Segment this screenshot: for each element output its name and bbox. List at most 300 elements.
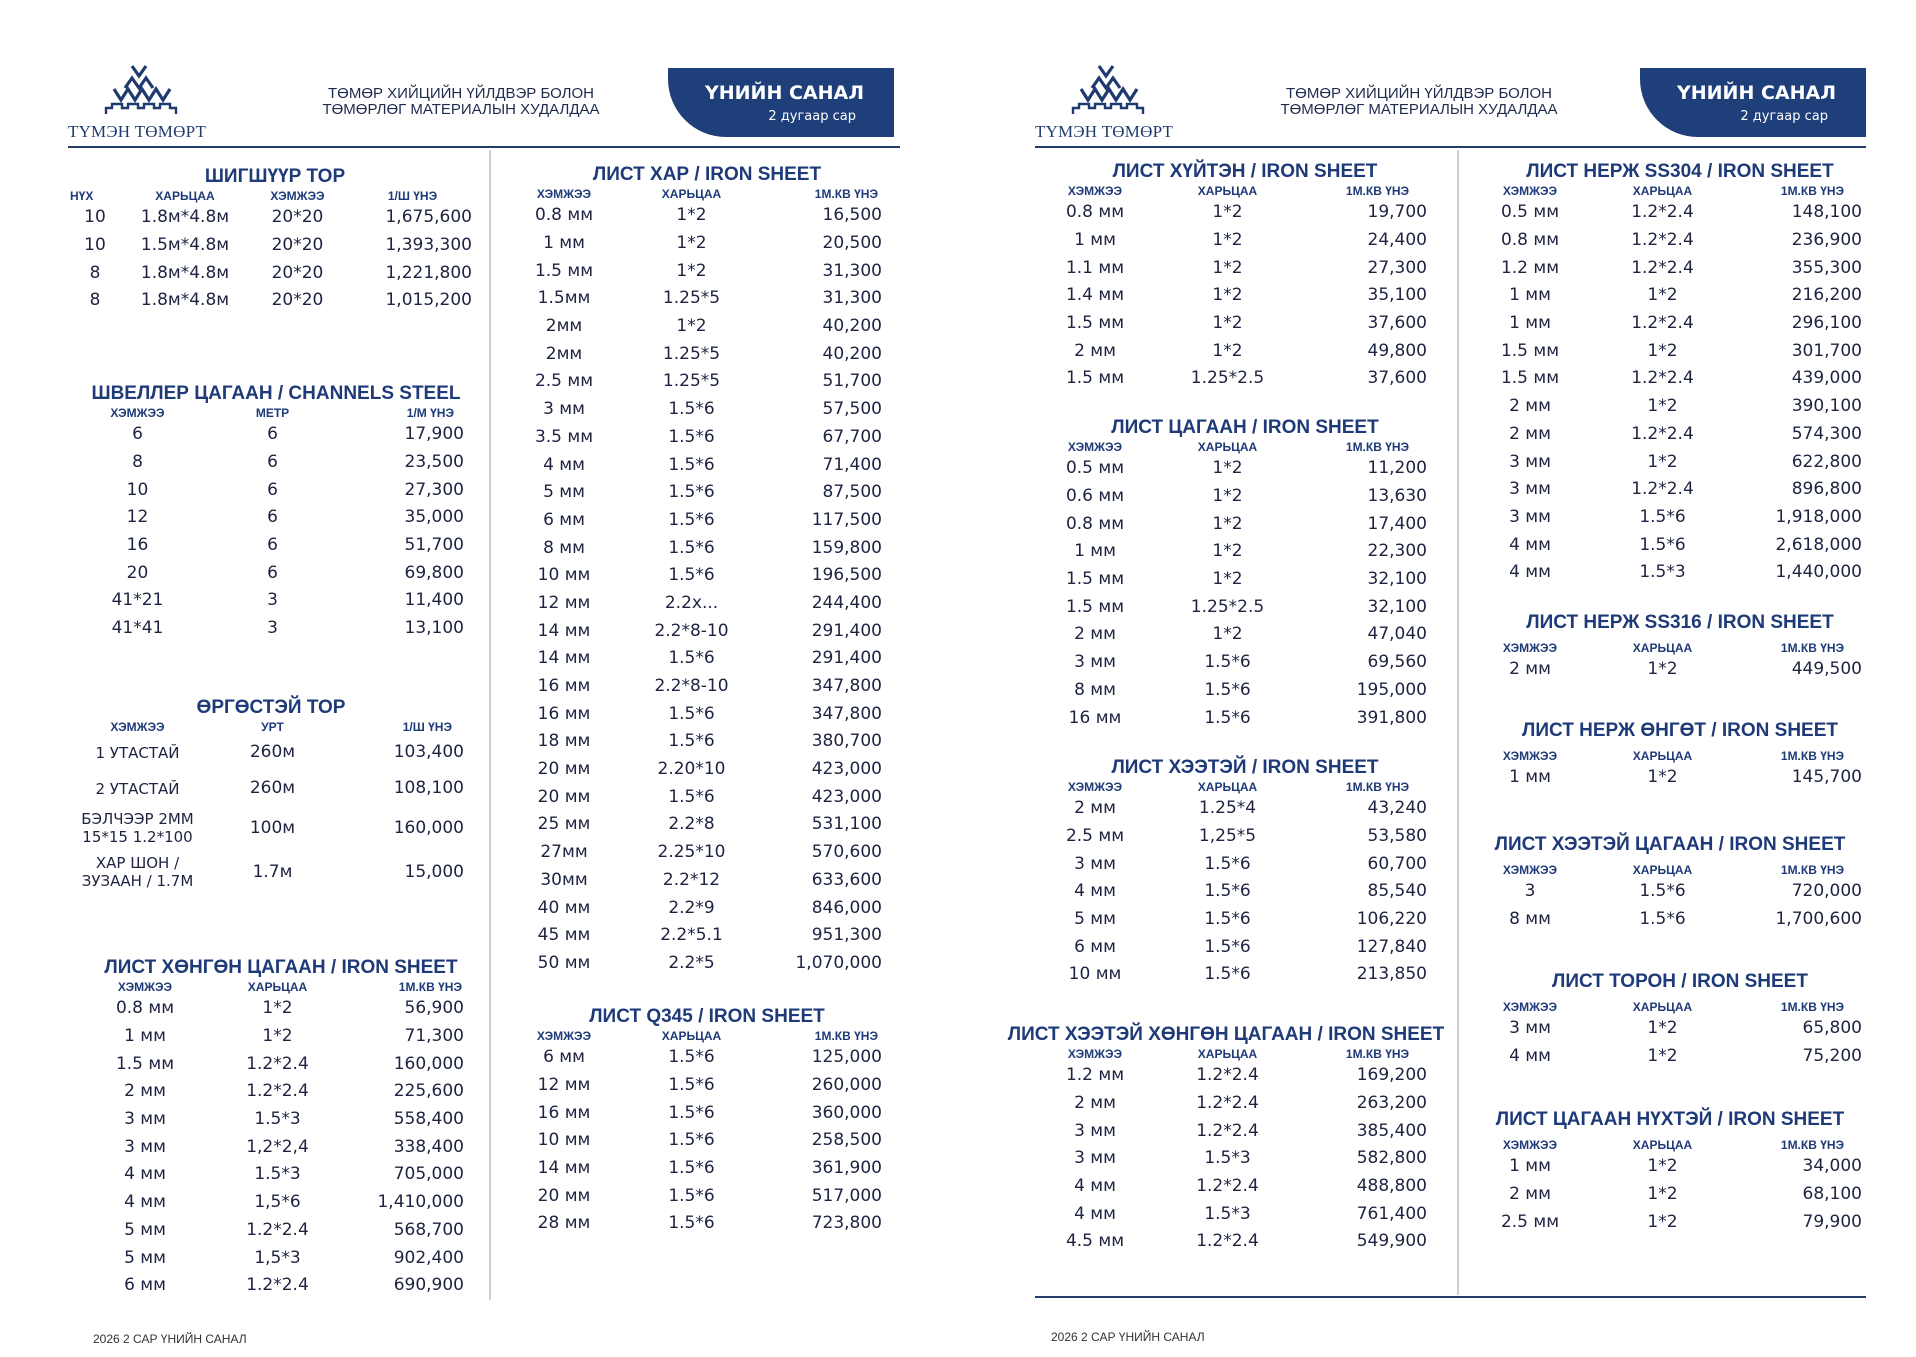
dimension-cell: 1*2: [1212, 340, 1243, 361]
price-cell: 27,300: [1367, 257, 1427, 278]
dimension-cell: 1.5*6: [1639, 534, 1686, 555]
table-row: [90, 1244, 472, 1272]
table-row: [1055, 227, 1435, 255]
dimension-cell: 1.25*2.5: [1190, 596, 1265, 617]
size-cell: 1.4 мм: [1065, 285, 1125, 306]
table-row: [524, 1127, 890, 1155]
price-cell: 27,300: [404, 479, 464, 500]
col-header: ХАРЬЦАА: [1197, 440, 1258, 454]
section-list-q345: [524, 1006, 890, 1238]
price-cell: 15,000: [404, 861, 464, 882]
col-header: ХАРЬЦАА: [155, 189, 215, 203]
table-row: [80, 615, 472, 643]
price-table: [1055, 1046, 1435, 1256]
table-row: [524, 1182, 890, 1210]
price-table: [1490, 999, 1870, 1070]
size-cell: 1 мм: [1509, 767, 1551, 788]
section-list-khar: [524, 164, 890, 977]
price-cell: 35,000: [404, 507, 464, 528]
size-cell: 1 мм: [543, 233, 585, 254]
section-title: ЛИСТ ХҮЙТЭН / IRON SHEET: [1112, 161, 1378, 182]
size-cell: 0.5 мм: [1065, 458, 1125, 479]
price-cell: 32,100: [1367, 596, 1427, 617]
price-cell: 1,015,200: [385, 290, 472, 311]
size-cell: 6 мм: [1074, 936, 1116, 957]
price-cell: 195,000: [1356, 679, 1427, 700]
table-row: [1490, 1015, 1870, 1043]
table-row: [1490, 1043, 1870, 1071]
price-cell: 127,840: [1356, 936, 1427, 957]
size-cell: 1 мм: [1509, 1156, 1551, 1177]
table-row: [524, 534, 890, 562]
price-cell: 34,000: [1802, 1156, 1862, 1177]
logo-mark-icon: [1065, 64, 1151, 118]
price-cell: 361,900: [811, 1158, 882, 1179]
size-cell: 20: [126, 562, 149, 583]
table-row: [524, 756, 890, 784]
price-table: [1055, 183, 1435, 393]
col-header: ХАРЬЦАА: [1197, 1047, 1258, 1061]
dimension-cell: 2.2x...: [664, 592, 719, 613]
dimension-cell: 1.5*6: [668, 1075, 715, 1096]
badge-title: ҮНИЙН САНАЛ: [704, 82, 864, 104]
dimension-cell: 1*2: [1647, 340, 1678, 361]
price-cell: 582,800: [1356, 1148, 1427, 1169]
dimension-cell: 1,5*6: [254, 1192, 301, 1213]
price-cell: 69,560: [1367, 652, 1427, 673]
size-cell: 3 мм: [1509, 506, 1551, 527]
size-cell: 5 мм: [124, 1219, 166, 1240]
dimension-cell: 1*2: [1212, 313, 1243, 334]
size-cell: 1.1 мм: [1065, 257, 1125, 278]
size-cell: 6 мм: [543, 1047, 585, 1068]
size-cell: 2 УТАСТАЙ: [95, 779, 180, 798]
section-title: ЛИСТ НЕРЖ SS304 / IRON SHEET: [1526, 161, 1834, 182]
size-cell: ХАР ШОН / ЗУЗААН / 1.7М: [81, 854, 194, 891]
dimension-cell: 1.8м*4.8м: [140, 290, 230, 311]
table-row: [524, 1072, 890, 1100]
price-cell: 65,800: [1802, 1018, 1862, 1039]
dimension-cell: 1.25*5: [662, 343, 721, 364]
price-cell: 2,618,000: [1775, 534, 1862, 555]
col-header: МЕТР: [255, 406, 290, 420]
table-row: [1055, 199, 1435, 227]
col-header: ХЭМЖЭЭ: [1067, 184, 1123, 198]
dimension-cell: 6: [267, 562, 278, 583]
price-cell: 338,400: [393, 1136, 464, 1157]
col-header: 1М.КВ ҮНЭ: [814, 187, 878, 201]
column-divider: [489, 150, 491, 1300]
price-cell: 51,700: [404, 535, 464, 556]
col-header: ХЭМЖЭЭ: [1067, 780, 1123, 794]
col-header: НҮХ: [70, 189, 94, 203]
table-row: [524, 700, 890, 728]
col-header: ХЭМЖЭЭ: [1502, 1138, 1558, 1152]
size-cell: 2 мм: [1074, 624, 1116, 645]
size-cell: 4 мм: [543, 454, 585, 475]
table-row: [1055, 649, 1435, 677]
table-row: [1490, 764, 1870, 792]
table-row: [524, 507, 890, 535]
price-cell: 488,800: [1356, 1176, 1427, 1197]
size-cell: 10 мм: [537, 1130, 591, 1151]
size-cell: 2 мм: [1509, 396, 1551, 417]
price-table: [524, 186, 890, 977]
price-cell: 260,000: [811, 1075, 882, 1096]
table-row: [90, 1161, 472, 1189]
size-cell: 14 мм: [537, 620, 591, 641]
dimension-cell: 1.5*6: [668, 703, 715, 724]
size-cell: 4 мм: [124, 1192, 166, 1213]
table-row: [80, 476, 472, 504]
table-row: [1055, 337, 1435, 365]
col-header: ХЭМЖЭЭ: [1502, 749, 1558, 763]
dimension-cell: 1.5*6: [1639, 881, 1686, 902]
price-cell: 896,800: [1791, 479, 1862, 500]
size-cell: 1.5 мм: [115, 1053, 175, 1074]
price-cell: 17,400: [1367, 513, 1427, 534]
dimension-cell: 2.2*12: [662, 869, 721, 890]
dimension-cell: 2.2*8: [668, 814, 715, 835]
col-header: ХЭМЖЭЭ: [1502, 863, 1558, 877]
price-cell: 106,220: [1356, 909, 1427, 930]
size-cell: 3 мм: [1074, 652, 1116, 673]
size-cell: 10: [84, 235, 106, 256]
dimension-cell: 1.2*2.4: [246, 1053, 309, 1074]
size-cell: 4 мм: [1074, 1203, 1116, 1224]
dimension-cell: 1*2: [1212, 257, 1243, 278]
col-header: ХЭМЖЭЭ: [1502, 1000, 1558, 1014]
col-header: 1/Ш ҮНЭ: [402, 720, 452, 734]
table-row: [1055, 823, 1435, 851]
price-cell: 360,000: [811, 1102, 882, 1123]
col-header: ХЭМЖЭЭ: [536, 187, 592, 201]
price-cell: 13,100: [404, 618, 464, 639]
size-cell: 1.5 мм: [1065, 368, 1125, 389]
col-header: 1М.КВ ҮНЭ: [814, 1029, 878, 1043]
size-cell: 5 мм: [124, 1247, 166, 1268]
size-cell: 1.5 мм: [1500, 368, 1560, 389]
price-cell: 145,700: [1791, 767, 1862, 788]
col-header: 1М.КВ ҮНЭ: [1780, 1138, 1845, 1152]
table-row: [1055, 850, 1435, 878]
dimension-cell: 1*2: [262, 1026, 293, 1047]
price-cell: 57,500: [822, 399, 882, 420]
company-logo: [1035, 64, 1180, 144]
price-table: [1490, 862, 1870, 933]
table-row: [1490, 504, 1870, 532]
price-cell: 160,000: [393, 817, 464, 838]
dimension-cell: 1.5*6: [1204, 707, 1251, 728]
price-cell: 720,000: [1791, 881, 1862, 902]
header-rule: [68, 146, 900, 148]
dimension-cell: 1.2*2.4: [1196, 1231, 1259, 1252]
dimension-cell: 1.5*6: [668, 1130, 715, 1151]
table-row: [524, 728, 890, 756]
size-cell: 10: [126, 479, 149, 500]
table-row: [1055, 254, 1435, 282]
dimension-cell: 1.25*4: [1198, 798, 1257, 819]
dimension-cell: 1.5*6: [668, 399, 715, 420]
dimension-cell: 1*2: [1647, 1018, 1678, 1039]
company-tagline: [296, 86, 626, 118]
col-header: ХЭМЖЭЭ: [1502, 641, 1558, 655]
price-cell: 390,100: [1791, 396, 1862, 417]
size-cell: 12 мм: [537, 592, 591, 613]
price-table: [1055, 779, 1435, 989]
dimension-cell: 6: [267, 479, 278, 500]
dimension-cell: 1.2*2.4: [1631, 230, 1694, 251]
table-row: [524, 451, 890, 479]
col-header: 1/М ҮНЭ: [406, 406, 454, 420]
price-cell: 75,200: [1802, 1046, 1862, 1067]
size-cell: 4 мм: [1509, 534, 1551, 555]
dimension-cell: 1*2: [1212, 513, 1243, 534]
price-cell: 236,900: [1791, 230, 1862, 251]
price-cell: 301,700: [1791, 340, 1862, 361]
table-row: [1055, 933, 1435, 961]
size-cell: 16 мм: [537, 703, 591, 724]
size-cell: 2.5 мм: [1500, 1211, 1560, 1232]
dimension-cell: 1*2: [262, 998, 293, 1019]
price-cell: 633,600: [811, 869, 882, 890]
dimension-cell: 1.5*6: [668, 1102, 715, 1123]
dimension-cell: 1.5*6: [668, 786, 715, 807]
dimension-cell: 1.5*6: [668, 509, 715, 530]
size-cell: 20 мм: [537, 786, 591, 807]
table-row: [1055, 282, 1435, 310]
section-title: ЛИСТ НЕРЖ SS316 / IRON SHEET: [1526, 612, 1834, 633]
table-row: [524, 1099, 890, 1127]
table-row: [1055, 621, 1435, 649]
col-header: ХАРЬЦАА: [1197, 184, 1258, 198]
col-header: ХАРЬЦАА: [661, 1029, 722, 1043]
price-cell: 1,393,300: [385, 235, 472, 256]
col-header: 1М.КВ ҮНЭ: [1780, 184, 1845, 198]
section-khongon-tsagaan: [90, 957, 472, 1300]
price-cell: 385,400: [1356, 1120, 1427, 1141]
tagline-line-1: ТӨМӨР ХИЙЦИЙН ҮЙЛДВЭР БОЛОН: [328, 85, 594, 102]
column-divider: [1457, 150, 1459, 1295]
col-header: 1М.КВ ҮНЭ: [1345, 440, 1410, 454]
size-cell: 2мм: [545, 343, 583, 364]
size-cell: 4 мм: [1074, 881, 1116, 902]
price-cell: 51,700: [822, 371, 882, 392]
dimension-cell: 1*2: [1647, 1046, 1678, 1067]
section-shigshuur-tor: [70, 166, 480, 315]
table-row: [1055, 878, 1435, 906]
price-cell: 1,918,000: [1775, 506, 1862, 527]
dimension-cell: 1.2*2.4: [1631, 479, 1694, 500]
size-cell: 1 мм: [1074, 230, 1116, 251]
size-cell: 1.2 мм: [1500, 257, 1560, 278]
size-cell: 16 мм: [537, 1102, 591, 1123]
price-cell: 159,800: [811, 537, 882, 558]
col-header: ХАРЬЦАА: [1632, 1138, 1693, 1152]
dimension-cell: 1*2: [676, 205, 707, 226]
price-table: [1490, 1137, 1870, 1236]
price-cell: 951,300: [811, 925, 882, 946]
table-row: [70, 259, 480, 287]
table-row: [524, 673, 890, 701]
dimension-cell: 1.5*6: [668, 1047, 715, 1068]
dimension-cell: 1*2: [1212, 285, 1243, 306]
price-cell: 1,675,600: [385, 207, 472, 228]
size-cell: 8: [132, 452, 143, 473]
table-row: [1055, 906, 1435, 934]
size-cell: 2 мм: [124, 1081, 166, 1102]
price-cell: 558,400: [393, 1109, 464, 1130]
dimension-cell: 1*2: [676, 233, 707, 254]
table-row: [70, 232, 480, 260]
dimension-cell: 1.8м*4.8м: [140, 207, 230, 228]
table-row: [524, 230, 890, 258]
price-cell: 761,400: [1356, 1203, 1427, 1224]
price-cell: 568,700: [393, 1219, 464, 1240]
price-cell: 423,000: [811, 759, 882, 780]
dimension-cell: 1,5*3: [254, 1247, 301, 1268]
section-title: ЛИСТ ЦАГААН / IRON SHEET: [1111, 417, 1379, 438]
col-header: ХАРЬЦАА: [1632, 749, 1693, 763]
size-cell: 2 мм: [1074, 798, 1116, 819]
size-cell: 1.5 мм: [534, 260, 594, 281]
table-row: [1490, 476, 1870, 504]
section-urgusteii-tor: [70, 697, 472, 894]
price-cell: 125,000: [811, 1047, 882, 1068]
table-row: [1055, 483, 1435, 511]
table-row: [1490, 393, 1870, 421]
price-cell: 213,850: [1356, 964, 1427, 985]
price-cell: 31,300: [822, 288, 882, 309]
table-row: [1490, 199, 1870, 227]
section-title: ЛИСТ ЦАГААН НҮХТЭЙ / IRON SHEET: [1495, 1109, 1845, 1130]
table-row: [1055, 365, 1435, 393]
size-cell: 1.2 мм: [1065, 1065, 1125, 1086]
dimension-cell: 1*2: [1212, 202, 1243, 223]
price-cell: 570,600: [811, 842, 882, 863]
size-cell: 14 мм: [537, 1158, 591, 1179]
size-cell: 30мм: [540, 869, 588, 890]
table-row: [524, 1210, 890, 1238]
dimension-cell: 1.5*6: [668, 482, 715, 503]
price-cell: 355,300: [1791, 257, 1862, 278]
dimension-cell: 1.5*6: [668, 537, 715, 558]
dimension-cell: 2.2*5: [668, 952, 715, 973]
size-cell: 1.5 мм: [1500, 340, 1560, 361]
col-header: 1М.КВ ҮНЭ: [1345, 1047, 1410, 1061]
dimension-cell: 1*2: [1647, 1211, 1678, 1232]
table-row: [90, 995, 472, 1023]
price-cell: 37,600: [1367, 313, 1427, 334]
size-cell: 3 мм: [1509, 451, 1551, 472]
table-row: [524, 562, 890, 590]
price-table: [70, 719, 472, 894]
dimension-cell: 1.2*2.4: [1631, 423, 1694, 444]
dimension-cell: 2.25*10: [657, 842, 726, 863]
size-cell: 16 мм: [1068, 707, 1122, 728]
dimension-cell: 1.25*2.5: [1190, 368, 1265, 389]
dimension-cell: 1.2*2.4: [1631, 257, 1694, 278]
size-cell: 1 УТАСТАЙ: [95, 743, 180, 762]
section-title: ЛИСТ Q345 / IRON SHEET: [589, 1006, 825, 1027]
price-cell: 347,800: [811, 703, 882, 724]
dimension-cell: 1.2*2.4: [246, 1275, 309, 1296]
section-list-kheetei-tsagaan: [1490, 834, 1870, 933]
price-cell: 31,300: [822, 260, 882, 281]
size-cell: 2мм: [545, 316, 583, 337]
price-cell: 291,400: [811, 648, 882, 669]
section-list-kheetei: [1055, 757, 1435, 989]
size-cell: 1.5мм: [537, 288, 591, 309]
header-rule: [1035, 146, 1866, 148]
size-cell: 41*21: [111, 590, 164, 611]
dimension-cell: 1.7м: [252, 861, 293, 882]
company-logo: [68, 64, 213, 144]
size-cell: 10: [84, 207, 106, 228]
dimension-cell: 1.5*6: [668, 731, 715, 752]
size-cell: 2 мм: [1509, 659, 1551, 680]
table-row: [70, 735, 472, 771]
price-cell: 117,500: [811, 509, 882, 530]
size-cell: 1 мм: [1509, 313, 1551, 334]
dimension-cell: 6: [267, 507, 278, 528]
col-header: 1М.КВ ҮНЭ: [1780, 1000, 1845, 1014]
price-cell: 71,300: [404, 1026, 464, 1047]
table-row: [524, 1155, 890, 1183]
col-header: 1/Ш ҮНЭ: [387, 189, 438, 203]
price-cell: 103,400: [393, 742, 464, 763]
size-cell: БЭЛЧЭЭР 2ММ 15*15 1.2*100: [81, 810, 194, 847]
dimension-cell: 2.2*5.1: [660, 925, 723, 946]
dimension-cell: 1.5*6: [1204, 881, 1251, 902]
price-cell: 49,800: [1367, 340, 1427, 361]
table-row: [1490, 656, 1870, 684]
size-cell: 0.8 мм: [534, 205, 594, 226]
price-cell: 40,200: [822, 343, 882, 364]
price-cell: 216,200: [1791, 285, 1862, 306]
table-row: [70, 287, 480, 315]
price-cell: 17,900: [404, 424, 464, 445]
dimension-cell: 1*2: [1212, 486, 1243, 507]
size-cell: 3 мм: [543, 399, 585, 420]
size-cell: 5 мм: [543, 482, 585, 503]
col-header: 1М.КВ ҮНЭ: [1780, 641, 1845, 655]
table-row: [1055, 795, 1435, 823]
size-cell: 41*41: [111, 618, 164, 639]
dimension-cell: 1*2: [1647, 1156, 1678, 1177]
logo-text: ТҮМЭН ТӨМӨРТ: [1035, 122, 1174, 141]
dimension-cell: 1.5*6: [1204, 909, 1251, 930]
logo-mark-icon: [98, 64, 184, 118]
price-cell: 380,700: [811, 731, 882, 752]
size-cell: 8: [89, 290, 101, 311]
size-cell: 6: [132, 424, 143, 445]
table-row: [80, 449, 472, 477]
table-row: [1055, 538, 1435, 566]
col-header: УРТ: [261, 720, 284, 734]
dimension-cell: 1.2*2.4: [1631, 368, 1694, 389]
table-row: [90, 1023, 472, 1051]
table-row: [70, 850, 472, 894]
table-row: [524, 257, 890, 285]
price-table: [70, 188, 480, 315]
table-row: [524, 479, 890, 507]
dimension-cell: 20*20: [271, 235, 324, 256]
table-row: [524, 922, 890, 950]
table-row: [524, 867, 890, 895]
table-row: [1055, 1117, 1435, 1145]
size-cell: 2 мм: [1509, 1184, 1551, 1205]
